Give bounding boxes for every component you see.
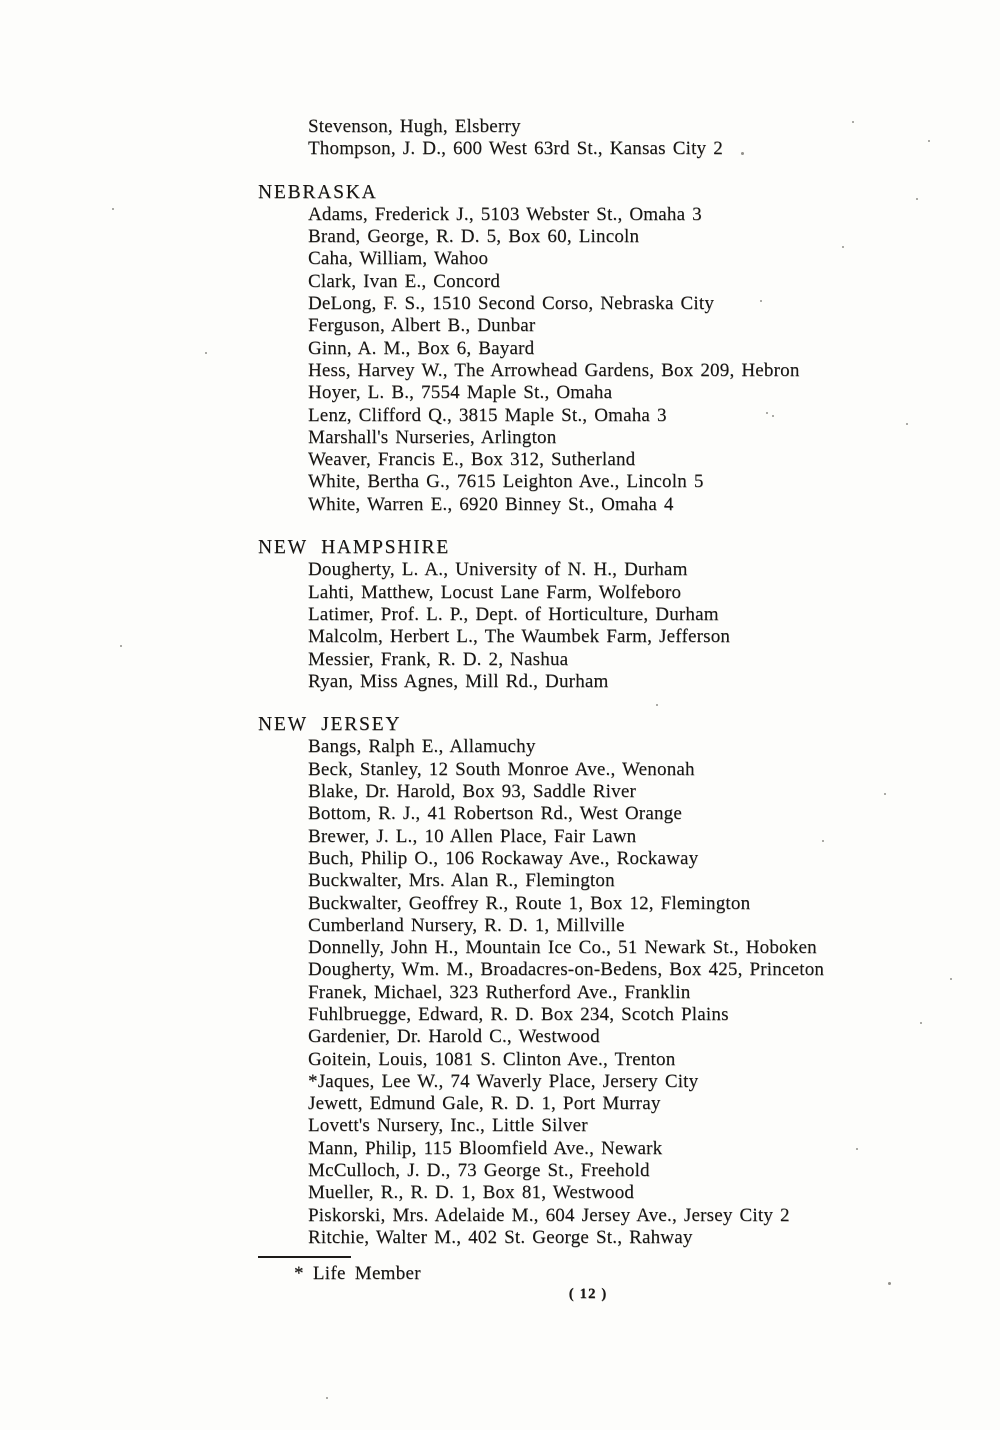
directory-entry: Buckwalter, Geoffrey R., Route 1, Box 12, Flemington [308, 892, 751, 914]
directory-entry: *Jaques, Lee W., 74 Waverly Place, Jersery City [308, 1070, 699, 1092]
directory-entry: Mann, Philip, 115 Bloomfield Ave., Newark [308, 1137, 663, 1159]
directory-entry: McCulloch, J. D., 73 George St., Freehold [308, 1160, 650, 1182]
scan-speck [842, 246, 844, 248]
directory-entry: Marshall's Nurseries, Arlington [308, 426, 557, 448]
directory-entry: Ferguson, Albert B., Dunbar [308, 315, 536, 337]
directory-entry: Brewer, J. L., 10 Allen Place, Fair Lawn [308, 825, 637, 847]
section-new-jersey [258, 714, 938, 1249]
directory-entry: Malcolm, Herbert L., The Waumbek Farm, Jefferson [308, 626, 731, 648]
directory-entry: Clark, Ivan E., Concord [308, 270, 501, 292]
directory-entry: Weaver, Francis E., Box 312, Sutherland [308, 449, 636, 471]
scan-speck [920, 1022, 922, 1024]
scan-speck [656, 704, 658, 706]
directory-entry: Caha, William, Wahoo [308, 248, 489, 270]
directory-entry: Lahti, Matthew, Locust Lane Farm, Wolfeboro [308, 581, 682, 603]
scan-speck [120, 645, 122, 647]
scan-speck [928, 140, 930, 142]
scan-speck [852, 121, 854, 123]
directory-entry: Lenz, Clifford Q., 3815 Maple St., Omaha 3 [308, 404, 667, 426]
directory-entry: Stevenson, Hugh, Elsberry [308, 116, 521, 137]
section-new-hampshire [258, 537, 938, 693]
directory-entry: Ritchie, Walter M., 402 St. George St., Rahway [308, 1226, 693, 1248]
scan-speck [856, 1148, 858, 1150]
scan-speck [112, 208, 114, 210]
life-member-footnote: * Life Member [294, 1263, 421, 1284]
directory-entry: Dougherty, L. A., University of N. H., Durham [308, 559, 688, 581]
directory-entry: Mueller, R., R. D. 1, Box 81, Westwood [308, 1182, 635, 1204]
directory-entry: Bottom, R. J., 41 Robertson Rd., West Orange [308, 803, 682, 825]
state-heading-new-hampshire: NEW HAMPSHIRE [258, 537, 451, 559]
directory-entry: Buckwalter, Mrs. Alan R., Flemington [308, 870, 615, 892]
directory-content [258, 116, 938, 1249]
scan-speck [906, 423, 908, 425]
directory-entry: Messier, Frank, R. D. 2, Nashua [308, 648, 569, 670]
state-heading-nebraska: NEBRASKA [258, 181, 378, 203]
directory-entry: DeLong, F. S., 1510 Second Corso, Nebraska City [308, 293, 715, 315]
directory-entry: White, Bertha G., 7615 Leighton Ave., Lincoln 5 [308, 471, 704, 493]
directory-entry: Hess, Harvey W., The Arrowhead Gardens, Box 209, Hebron [308, 359, 800, 381]
directory-entry: White, Warren E., 6920 Binney St., Omaha 4 [308, 493, 674, 515]
page-number: ( 12 ) [568, 1286, 608, 1302]
directory-entry: Lovett's Nursery, Inc., Little Silver [308, 1115, 588, 1137]
directory-entry: Donnelly, John H., Mountain Ice Co., 51 Newark St., Hoboken [308, 937, 817, 959]
continuation-entries [308, 116, 938, 161]
directory-entry: Ryan, Miss Agnes, Mill Rd., Durham [308, 670, 609, 692]
directory-entry: Jewett, Edmund Gale, R. D. 1, Port Murray [308, 1093, 661, 1115]
scan-speck [884, 793, 886, 795]
directory-entry: Bangs, Ralph E., Allamuchy [308, 736, 536, 758]
entry-list [308, 736, 938, 1249]
directory-entry: Dougherty, Wm. M., Broadacres-on-Bedens, Box 425, Princeton [308, 959, 825, 981]
directory-entry: Cumberland Nursery, R. D. 1, Millville [308, 914, 625, 936]
directory-entry: Buch, Philip O., 106 Rockaway Ave., Rockaway [308, 847, 699, 869]
scan-speck [760, 300, 762, 302]
scan-speck [766, 412, 768, 414]
scan-speck [772, 415, 774, 417]
directory-entry: Beck, Stanley, 12 South Monroe Ave., Wenonah [308, 758, 695, 780]
directory-entry: Latimer, Prof. L. P., Dept. of Horticulture, Durham [308, 603, 719, 625]
scan-speck [326, 1397, 328, 1399]
scan-speck [822, 840, 824, 842]
scan-speck [950, 978, 952, 980]
footnote-rule [258, 1256, 351, 1258]
directory-entry: Franek, Michael, 323 Rutherford Ave., Franklin [308, 981, 691, 1003]
footnote-block [258, 1256, 421, 1285]
directory-entry: Brand, George, R. D. 5, Box 60, Lincoln [308, 226, 640, 248]
scan-speck [741, 152, 744, 155]
directory-entry: Thompson, J. D., 600 West 63rd St., Kansas City 2 [308, 138, 723, 160]
directory-entry: Hoyer, L. B., 7554 Maple St., Omaha [308, 382, 613, 404]
entry-list [308, 559, 938, 693]
scan-speck [205, 352, 207, 354]
directory-entry: Adams, Frederick J., 5103 Webster St., Omaha 3 [308, 203, 702, 225]
directory-entry: Piskorski, Mrs. Adelaide M., 604 Jersey Ave., Jersey City 2 [308, 1204, 790, 1226]
directory-entry: Gardenier, Dr. Harold C., Westwood [308, 1026, 600, 1048]
directory-entry: Blake, Dr. Harold, Box 93, Saddle River [308, 781, 636, 803]
state-heading-new-jersey: NEW JERSEY [258, 714, 402, 736]
scan-speck [916, 198, 918, 200]
directory-entry: Goitein, Louis, 1081 S. Clinton Ave., Trenton [308, 1048, 676, 1070]
entry-list [308, 204, 938, 516]
directory-entry: Ginn, A. M., Box 6, Bayard [308, 337, 535, 359]
section-nebraska [258, 182, 938, 516]
scan-speck [888, 1282, 891, 1285]
directory-entry: Fuhlbruegge, Edward, R. D. Box 234, Scotch Plains [308, 1003, 729, 1025]
